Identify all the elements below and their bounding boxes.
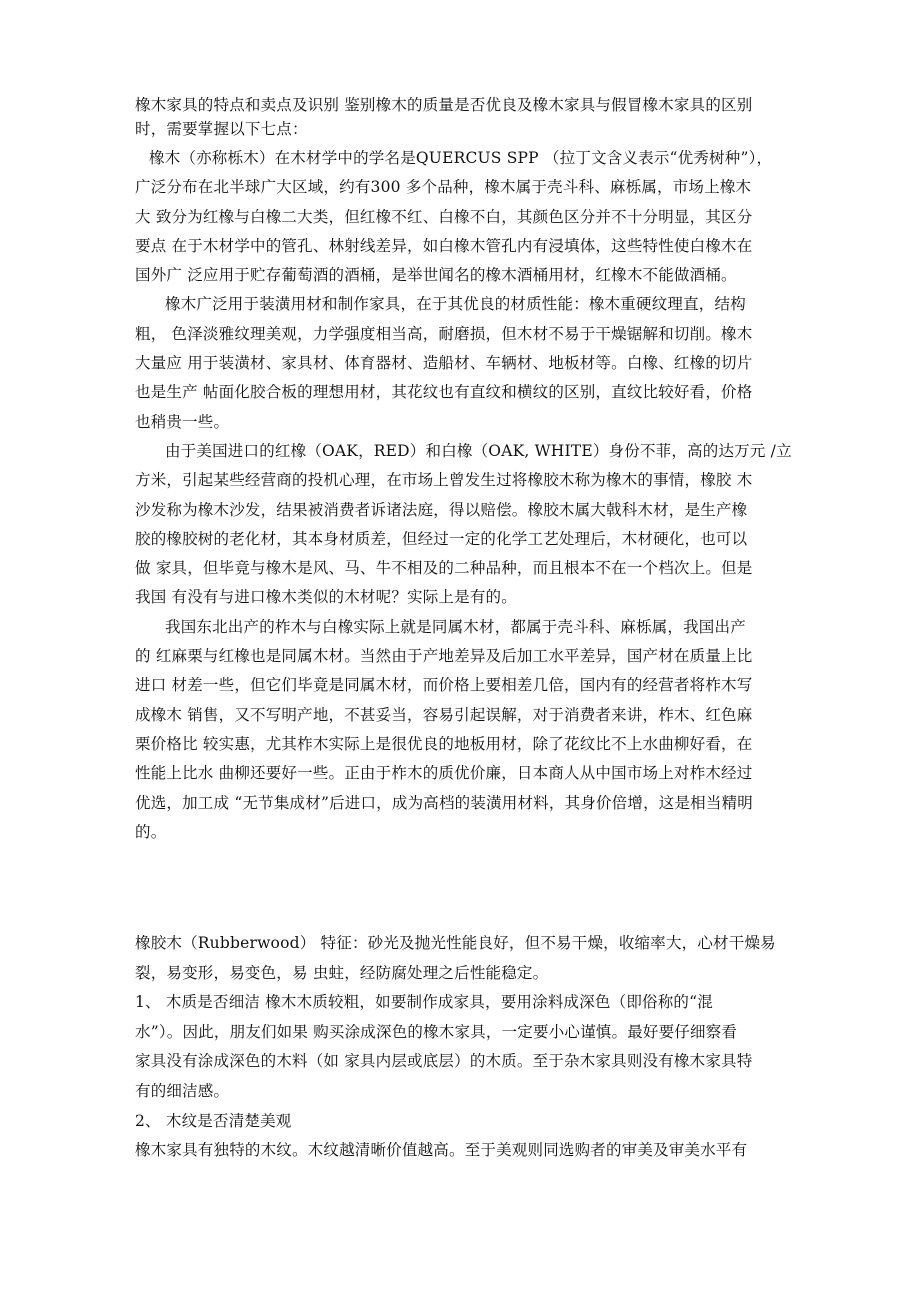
text-line: 水”）。因此，朋友们如果 购买涂成深色的橡木家具，一定要小心谨慎。最好要仔细察看 (135, 1022, 738, 1041)
paragraph-domestic-wood (135, 613, 795, 847)
rubberwood-section (135, 929, 795, 1166)
text-line: 的 红麻栗与红橡也是同属木材。当然由于产地差异及后加工水平差异，国产材在质量上比 (135, 647, 753, 666)
text-line: 做 家具，但毕竟与橡木是风、马、牛不相及的二种品种，而且根本不在一个档次上。但是 (135, 559, 753, 578)
text-line: 胶的橡胶树的老化材，其本身材质差，但经过一定的化学工艺处理后，木材硬化，也可以 (135, 529, 748, 548)
text-line: 裂，易变形，易变色，易 虫蛀，经防腐处理之后性能稳定。 (135, 963, 549, 982)
text-line: 也稍贵一些。 (135, 412, 230, 431)
list-item-heading: 1、 木质是否细洁 橡木木质较粗，如要制作成家具，要用涂料成深色（即俗称的“混 (135, 993, 713, 1012)
text-line: 也是生产 帖面化胶合板的理想用材，其花纹也有直纹和横纹的区别，直纹比较好看，价格 (135, 383, 753, 402)
paragraph-oak-definition (135, 144, 795, 290)
paragraph-oak-uses (135, 290, 795, 436)
text-line: 橡木家具的特点和卖点及识别 鉴别橡木的质量是否优良及橡木家具与假冒橡木家具的区别 (135, 96, 753, 114)
body-text (135, 144, 795, 847)
text-line: 成橡木 销售，又不写明产地，不甚妥当，容易引起误解，对于消费者来讲，柞木、红色麻 (135, 705, 753, 724)
text-line: 橡木（亦称栎木）在木材学中的学名是QUERCUS SPP （拉丁文含义表示“优秀树种”）， (149, 149, 773, 167)
text-line: 优选，加工成 “无节集成材”后进口，成为高档的装潢用材料，其身价倍增，这是相当精明 (135, 793, 753, 812)
text-line: 栗价格比 较实惠，尤其柞木实际上是很优良的地板用材，除了花纹比不上水曲柳好看，在 (135, 734, 753, 753)
text-line: 橡木家具有独特的木纹。木纹越清晰价值越高。至于美观则同选购者的审美及审美水平有 (135, 1141, 748, 1160)
text-line: 性能上比水 曲柳还要好一些。正由于柞木的质优价廉，日本商人从中国市场上对柞木经过 (135, 764, 753, 783)
text-line: 我国东北出产的柞木与白橡实际上就是同属木材，都属于壳斗科、麻栎属，我国出产 (165, 617, 746, 636)
list-item-heading: 2、 木纹是否清楚美观 (135, 1111, 292, 1130)
text-line: 要点 在于木材学中的管孔、林射线差异，如白橡木管孔内有浸填体，这些特性使白橡木在 (135, 236, 753, 255)
text-line: 家具没有涂成深色的木料（如 家具内层或底层）的木质。至于杂木家具则没有橡木家具特 (135, 1052, 753, 1071)
text-line: 粗， 色泽淡雅纹理美观，力学强度相当高，耐磨损，但木材不易于干燥锯解和切削。橡木 (135, 324, 753, 343)
paragraph-imported-oak (135, 437, 795, 613)
text-line: 大 致分为红橡与白橡二大类，但红橡不红、白橡不白，其颜色区分并不十分明显，其区分 (135, 207, 753, 226)
text-line: 的。 (135, 822, 167, 841)
text-line: 广泛分布在北半球广大区域，约有300 多个品种，橡木属于壳斗科、麻栎属，市场上橡木 (135, 178, 752, 197)
text-line: 我国 有没有与进口橡木类似的木材呢？实际上是有的。 (135, 588, 517, 607)
text-line: 进口 材差一些，但它们毕竟是同属木材，而价格上要相差几倍，国内有的经营者将柞木写 (135, 676, 753, 695)
text-line: 时，需要掌握以下七点： (135, 120, 308, 138)
text-line: 有的细洁感。 (135, 1081, 230, 1100)
text-line: 橡木广泛用于装潢用材和制作家具，在于其优良的材质性能：橡木重硬纹理直，结构 (165, 295, 746, 314)
text-line: 大量应 用于装潢材、家具材、体育器材、造船材、车辆材、地板材等。白橡、红橡的切片 (135, 354, 753, 373)
text-line: 方米，引起某些经营商的投机心理，在市场上曾发生过将橡胶木称为橡木的事情，橡胶 木 (135, 471, 753, 490)
text-line: 橡胶木（Rubberwood） 特征：砂光及抛光性能良好，但不易干燥，收缩率大，心材干燥易 (135, 934, 776, 952)
text-line: 国外广 泛应用于贮存葡萄酒的酒桶，是举世闻名的橡木酒桶用材，﻿红橡木不能做酒桶。 (135, 266, 737, 285)
text-line: 沙发称为橡木沙发，结果被消费者诉诸法庭，得以赔偿。橡胶木属大戟科木材，是生产橡 (135, 500, 748, 519)
text-line: 由于美国进口的红橡（OAK，RED）和白橡（OAK, WHITE）身份不菲，高的达万元 /立 (165, 441, 792, 460)
intro-paragraph (135, 93, 795, 141)
